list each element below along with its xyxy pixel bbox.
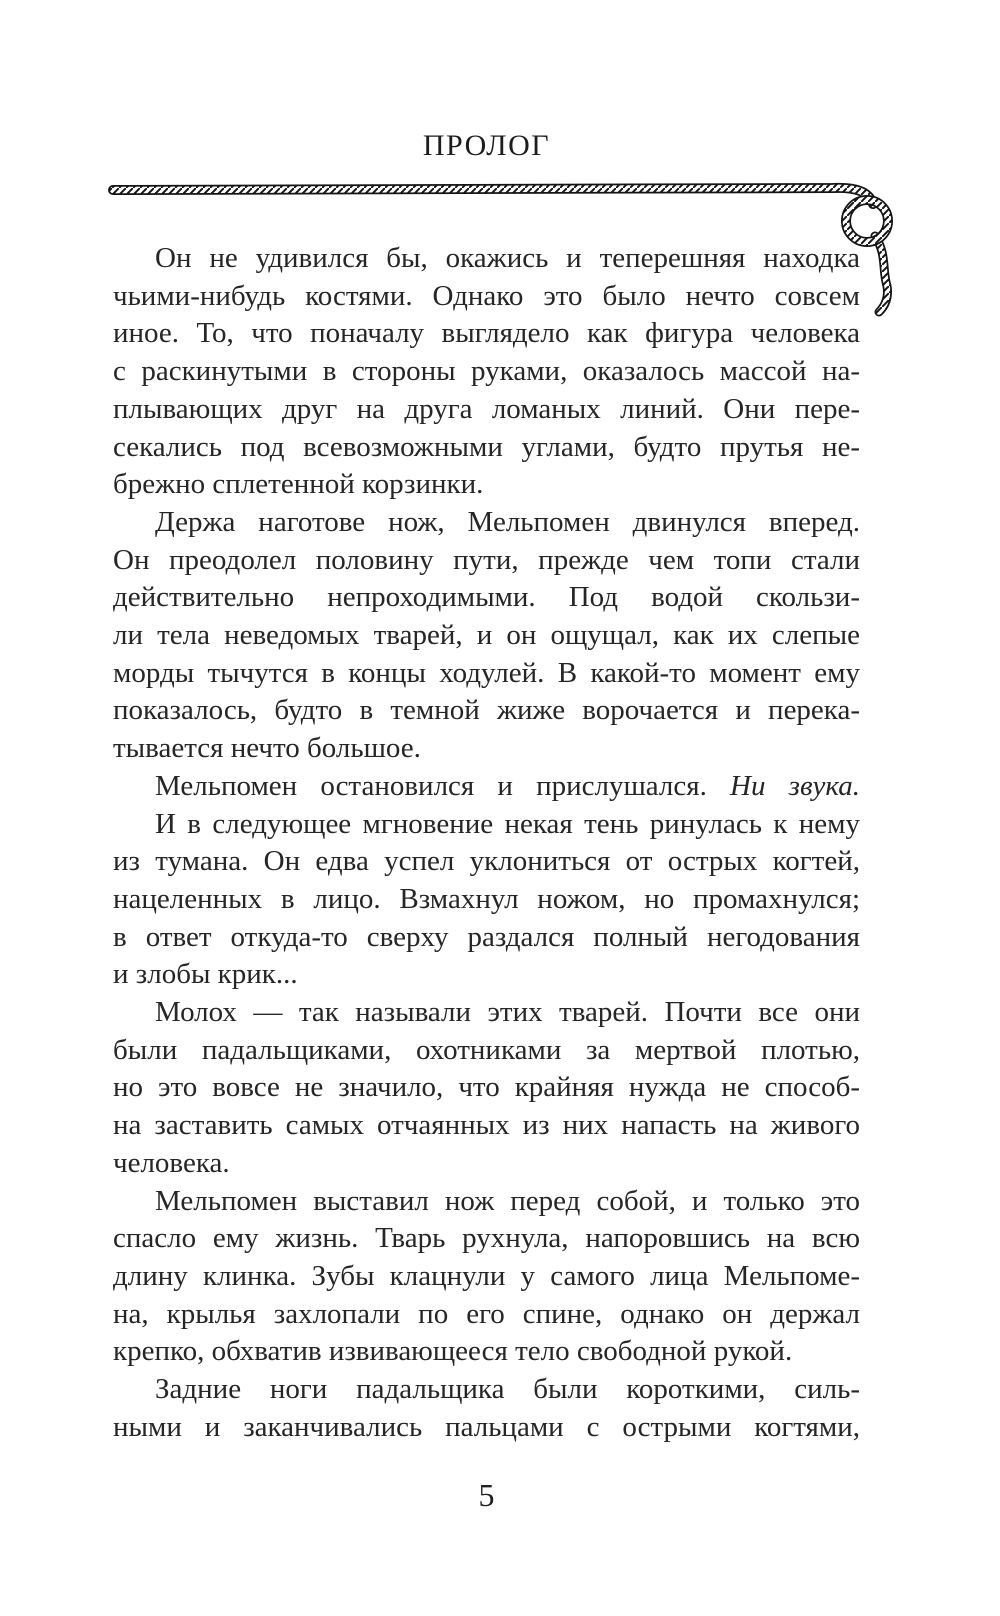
text-segment: были падальщиками, охотниками за мертвой плотью, [113,1033,860,1066]
text-line [113,315,860,353]
text-line [113,429,860,467]
text-segment: И в следующее мгновение некая тень ринулась к нему [155,807,860,840]
text-line [113,956,860,994]
text-line [113,730,860,768]
italic-text: Ни звука. [730,769,861,802]
text-line [113,655,860,693]
text-segment: иное. То, что поначалу выглядело как фигура человека [113,317,860,350]
text-line [113,843,860,881]
text-segment: ными и заканчивались пальцами с острыми когтями, [113,1410,860,1443]
paragraph [113,768,860,806]
text-segment: Держа наготове нож, Мельпомен двинулся вперед. [155,505,860,538]
text-segment: из тумана. Он едва успел уклониться от острых когтей, [113,845,860,878]
text-segment: Мельпомен выставил нож перед собой, и только это [155,1184,860,1217]
text-line [113,768,860,806]
text-segment: Мельпомен остановился и прислушался. [155,769,731,802]
text-line [113,1220,860,1258]
text-segment: секались под всевозможными углами, будто прутья не- [113,430,860,463]
text-line [113,1258,860,1296]
text-line [113,1333,860,1371]
text-segment: Он не удивился бы, окажись и теперешняя находка [155,242,860,274]
chapter-heading: ПРОЛОГ [422,129,551,162]
paragraph [113,1371,860,1446]
text-segment: крепко, обхватив извивающееся тело свободной рукой. [113,1335,793,1368]
text-line [113,1069,860,1107]
paragraph [113,1183,860,1372]
text-line [113,353,860,391]
body-text [113,240,860,1447]
text-line [113,994,860,1032]
text-segment: Он преодолел половину пути, прежде чем топи стали [113,543,860,576]
text-segment: плывающих друг на друга ломаных линий. Они пере- [113,392,860,425]
text-segment: с раскинутыми в стороны руками, оказалось массой на- [113,355,860,388]
text-segment: нацеленных в лицо. Взмахнул ножом, но промахнулся; [113,882,860,915]
text-line [113,1183,860,1221]
text-segment: Молох — так называли этих тварей. Почти все они [155,996,860,1029]
text-segment: человека. [113,1146,230,1179]
text-segment: Задние ноги падальщика были короткими, силь- [155,1373,860,1406]
text-line [113,1296,860,1334]
text-segment: но это вовсе не значило, что крайняя нужда не способ- [113,1071,860,1104]
text-segment: на заставить самых отчаянных из них напасть на живого [113,1109,860,1142]
text-line [113,806,860,844]
text-segment: тывается нечто большое. [113,732,421,765]
paragraph [113,504,860,768]
text-line [113,1032,860,1070]
text-line [113,542,860,580]
paragraph [113,806,860,995]
text-segment: спасло ему жизнь. Тварь рухнула, напоровшись на всю [113,1222,860,1255]
rope-tail [875,236,888,312]
rope-loop [846,200,888,242]
paragraph [113,994,860,1183]
text-segment: чьими-нибудь костями. Однако это было нечто совсем [113,279,860,312]
text-line [113,919,860,957]
text-segment: действительно непроходимыми. Под водой скользи- [113,581,860,614]
text-segment: брежно сплетенной корзинки. [113,468,484,501]
paragraph [113,240,860,504]
text-line [113,1107,860,1145]
text-line [113,881,860,919]
text-line [113,1409,860,1447]
text-line [113,1145,860,1183]
text-segment: на, крылья захлопали по его спине, однако он держал [113,1297,860,1330]
text-segment: в ответ откуда-то сверху раздался полный негодования [113,920,860,953]
text-line [113,1371,860,1409]
text-line [113,579,860,617]
text-line [113,278,860,316]
text-line [113,504,860,542]
text-line [113,692,860,730]
text-line [113,466,860,504]
text-line [113,617,860,655]
text-segment: и злобы крик... [113,958,298,991]
text-segment: показалось, будто в темной жиже ворочается и перека- [113,694,860,727]
page-number: 5 [478,1477,495,1513]
text-segment: морды тычутся в концы ходулей. В какой-то момент ему [113,656,860,689]
text-line [113,391,860,429]
text-segment: длину клинка. Зубы клацнули у самого лица Мельпоме- [113,1259,860,1292]
text-segment: ли тела неведомых тварей, и он ощущал, как их слепые [113,619,860,652]
rope-horizontal [113,188,873,204]
text-line [113,240,860,278]
